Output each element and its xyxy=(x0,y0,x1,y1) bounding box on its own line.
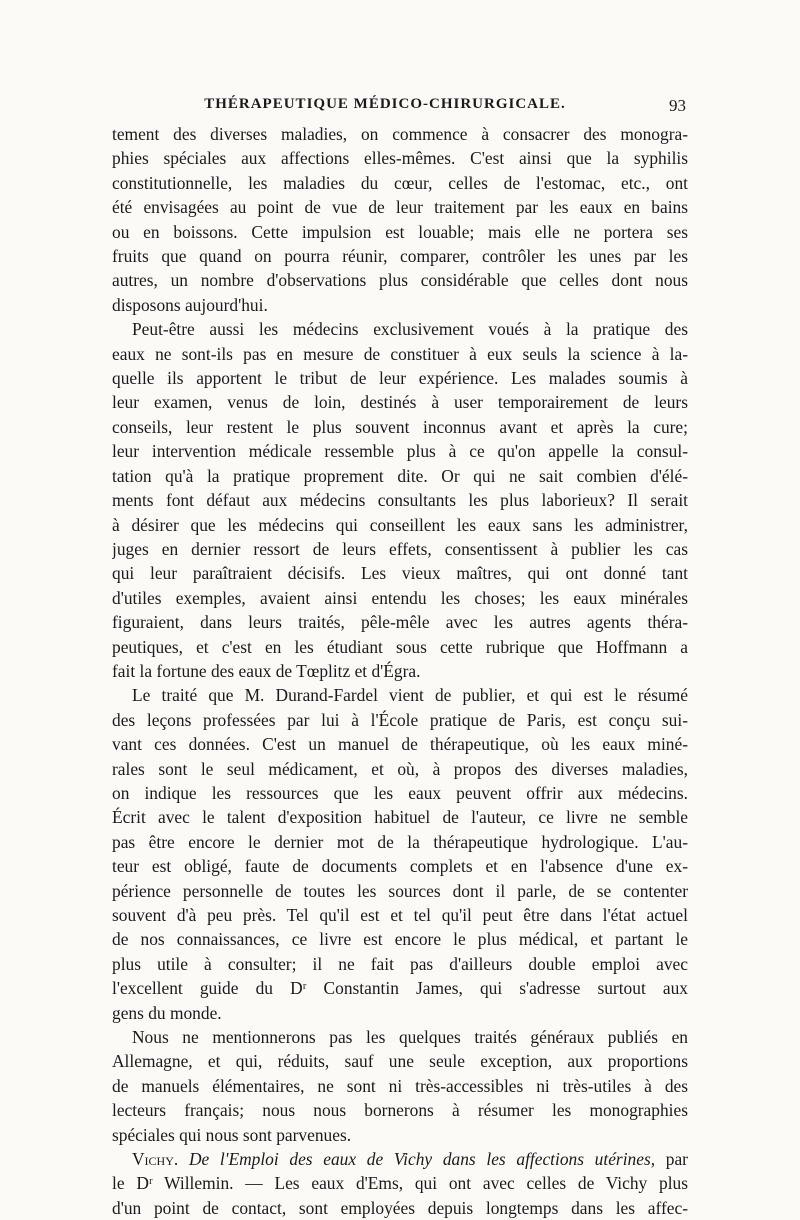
text-line: tement des diverses maladies, on commence à consacrer des monogra- xyxy=(112,124,688,144)
text-line: de nos connaissances, ce livre est encore le plus médical, et partant le xyxy=(112,929,688,950)
text-line: ou en boissons. Cette impulsion est louable; mais elle ne portera ses xyxy=(112,221,688,242)
text-line: de manuels élémentaires, ne sont ni très-accessibles ni très-utiles à des xyxy=(112,1075,688,1096)
text-line: leur examen, venus de loin, destinés à user temporairement de leurs xyxy=(112,392,688,413)
text-line: ments font défaut aux médecins consultants les plus laborieux? Il serait xyxy=(112,490,688,511)
text-line: d'un point de contact, sont employées depuis longtemps dans les affec- xyxy=(112,1197,688,1218)
text-line: des leçons professées par lui à l'École pratique de Paris, est conçu sui- xyxy=(112,709,688,730)
text-line: teur est obligé, faute de documents complets et en l'absence d'une ex- xyxy=(112,856,688,877)
text-line: qui leur paraîtraient décisifs. Les vieux maîtres, qui ont donné tant xyxy=(112,563,688,584)
text-line: autres, un nombre d'observations plus considérable que celles dont nous xyxy=(112,270,688,291)
text-line: tation qu'à la pratique proprement dite. Or qui ne sait combien d'élé- xyxy=(112,465,688,486)
text-line: Écrit avec le talent d'exposition habituel de l'auteur, ce livre ne semble xyxy=(112,807,688,828)
text-line: quelle ils apportent le tribut de leur expérience. Les malades soumis à xyxy=(112,368,688,389)
text-line: spéciales qui nous sont parvenues. xyxy=(112,1124,352,1145)
text-line: Allemagne, et qui, réduits, sauf une seule exception, aux proportions xyxy=(112,1051,688,1072)
text-line: disposons aujourd'hui. xyxy=(112,294,268,315)
text-line: fruits que quand on pourra réunir, comparer, contrôler les unes par les xyxy=(112,246,688,267)
text-line: l'excellent guide du Dʳ Constantin James, qui s'adresse surtout aux xyxy=(112,978,688,999)
text-line: souvent d'à peu près. Tel qu'il est et tel qu'il peut être dans l'état actuel xyxy=(112,905,688,925)
text-line: à désirer que les médecins qui conseillent les eaux sans les administrer, xyxy=(112,514,688,535)
body-text xyxy=(112,122,688,1220)
running-head xyxy=(112,96,688,122)
text-line: Nous ne mentionnerons pas les quelques traités généraux publiés en xyxy=(132,1027,688,1048)
text-fragment: par xyxy=(665,1149,688,1170)
text-line: fait la fortune des eaux de Tœplitz et d'Égra. xyxy=(112,660,421,681)
text-line: pas être encore le dernier mot de la thérapeutique hydrologique. L'au- xyxy=(112,831,688,852)
text-line: eaux ne sont-ils pas en mesure de constituer à eux seuls la science à la- xyxy=(112,343,688,364)
text-line: figuraient, dans leurs traités, pêle-mêle avec les autres agents théra- xyxy=(112,612,688,633)
section-label-vichy: Vichy. xyxy=(132,1149,179,1170)
text-line: conseils, leur restent le plus souvent inconnus avant et après la cure; xyxy=(112,416,688,437)
text-line: le Dʳ Willemin. — Les eaux d'Ems, qui ont avec celles de Vichy plus xyxy=(112,1173,688,1194)
text-line: vant ces données. C'est un manuel de thérapeutique, où les eaux miné- xyxy=(112,734,688,755)
text-line: périence personnelle de toutes les sources dont il parle, de se contenter xyxy=(112,880,688,901)
page-number: 93 xyxy=(669,96,686,115)
text-line: été envisagées au point de vue de leur traitement par les eaux en bains xyxy=(112,197,688,218)
text-line: d'utiles exemples, avaient ainsi entendu les choses; les eaux minérales xyxy=(112,587,688,608)
text-line: plus utile à consulter; il ne fait pas d'ailleurs double emploi avec xyxy=(112,953,688,974)
monograph-title: De l'Emploi des eaux de Vichy dans les affections utérines, xyxy=(188,1149,656,1170)
text-line: leur intervention médicale ressemble plus à ce qu'on appelle la consul- xyxy=(112,441,688,462)
running-head-title: THÉRAPEUTIQUE MÉDICO-CHIRURGICALE. xyxy=(204,96,566,112)
text-line: rales sont le seul médicament, et où, à propos des diverses maladies, xyxy=(112,758,688,779)
text-line: lecteurs français; nous nous bornerons à résumer les monographies xyxy=(112,1100,688,1121)
text-line-vichy xyxy=(112,1147,688,1171)
text-line: on indique les ressources que les eaux peuvent offrir aux médecins. xyxy=(112,782,688,803)
text-line: Le traité que M. Durand-Fardel vient de publier, et qui est le résumé xyxy=(132,685,688,706)
text-line: Peut-être aussi les médecins exclusivement voués à la pratique des xyxy=(132,319,688,340)
text-line: peutiques, et c'est en les étudiant sous cette rubrique que Hoffmann a xyxy=(112,636,688,657)
text-line: gens du monde. xyxy=(112,1002,222,1023)
text-line: juges en dernier ressort de leurs effets, consentissent à publier les cas xyxy=(112,538,688,559)
text-line: phies spéciales aux affections elles-mêmes. C'est ainsi que la syphilis xyxy=(112,148,688,169)
text-line: constitutionnelle, les maladies du cœur, celles de l'estomac, etc., ont xyxy=(112,172,688,193)
